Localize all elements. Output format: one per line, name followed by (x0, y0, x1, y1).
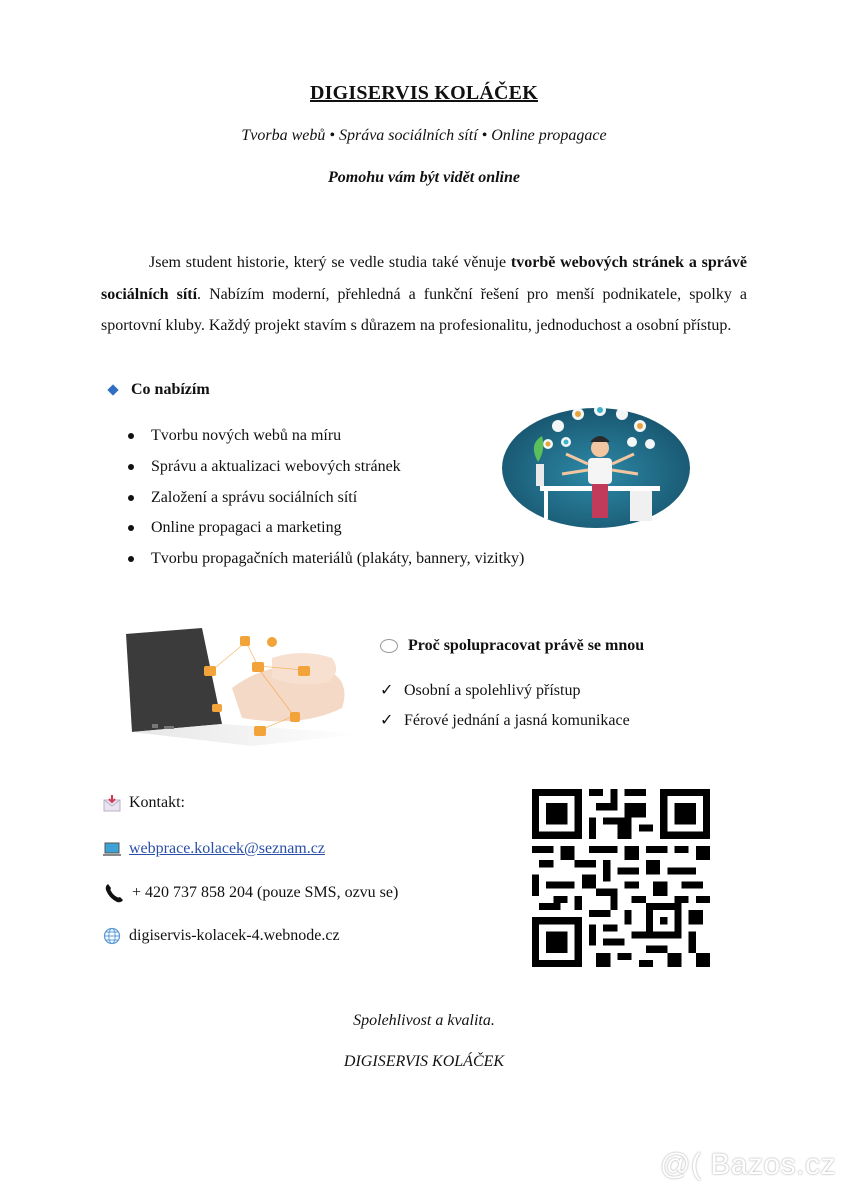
email-link[interactable]: webprace.kolacek@seznam.cz (129, 840, 325, 857)
phone-number: + 420 737 858 204 (pouze SMS, ozvu se) (132, 884, 399, 901)
offer-list (128, 424, 524, 578)
slogan: Pomohu vám být vidět online (328, 169, 520, 186)
bullet-icon (128, 464, 134, 470)
why-heading (380, 637, 644, 655)
list-item-text: Férové jednání a jasná komunikace (404, 711, 630, 729)
contact-label-row (103, 794, 185, 812)
checkmark-icon: ✓ (380, 711, 394, 729)
list-item (380, 709, 630, 739)
watermark: @( Bazos.cz (660, 1148, 836, 1181)
list-item (128, 486, 524, 517)
bullet-icon (128, 495, 134, 501)
speech-bubble-icon (380, 639, 398, 653)
list-item-text: Tvorbu nových webů na míru (151, 427, 342, 444)
offer-heading-text: Co nabízím (131, 381, 210, 398)
list-item (128, 455, 524, 486)
list-item-text: Založení a správu sociálních sítí (151, 488, 358, 506)
closing-line-1: Spolehlivost a kvalita. (353, 1012, 495, 1029)
globe-icon (103, 927, 121, 945)
list-item-text: Správu a aktualizaci webových stránek (151, 457, 401, 475)
why-list (380, 679, 630, 738)
list-item-text: Tvorbu propagačních materiálů (plakáty, bannery, vizitky) (151, 550, 525, 568)
bullet-icon (128, 556, 134, 562)
qr-code (532, 789, 710, 967)
checkmark-icon: ✓ (380, 682, 394, 699)
phone-icon (103, 882, 125, 904)
envelope-icon (103, 794, 121, 812)
intro-text-bold: tvorbě webových stránek a správě sociálních sítí (101, 254, 748, 303)
website-row (103, 927, 340, 945)
diamond-bullet-icon (107, 384, 118, 395)
list-item-text: Osobní a spolehlivý přístup (404, 682, 581, 699)
phone-row (103, 882, 398, 904)
list-item (380, 679, 630, 709)
offer-heading (106, 381, 210, 399)
list-item (128, 547, 524, 578)
laptop-hands-illustration (122, 628, 362, 748)
intro-text-2: . Nabízím moderní, přehledná a funkční řešení pro menší podnikatele, spolky a sportovní kluby. Každý projekt stavím s důrazem na profesionalitu, jednoduchost a osobní přístup. (101, 285, 747, 334)
multitasking-illustration (500, 402, 692, 530)
list-item (128, 516, 524, 547)
bullet-icon (128, 525, 134, 531)
list-item (128, 424, 524, 455)
closing-line-2: DIGISERVIS KOLÁČEK (343, 1053, 505, 1070)
contact-label: Kontakt: (129, 794, 185, 811)
why-heading-text: Proč spolupracovat právě se mnou (408, 637, 645, 654)
intro-paragraph (101, 247, 747, 342)
email-row (103, 840, 325, 858)
bullet-icon (128, 433, 134, 439)
tagline: Tvorba webů • Správa sociálních sítí • Online propagace (241, 127, 607, 144)
laptop-icon (103, 840, 121, 858)
document-title: DIGISERVIS KOLÁČEK (310, 82, 538, 104)
website-text: digiservis-kolacek-4.webnode.cz (129, 927, 340, 944)
list-item-text: Online propagaci a marketing (151, 519, 342, 537)
intro-text-1: Jsem student historie, který se vedle studia také věnuje (149, 254, 511, 271)
